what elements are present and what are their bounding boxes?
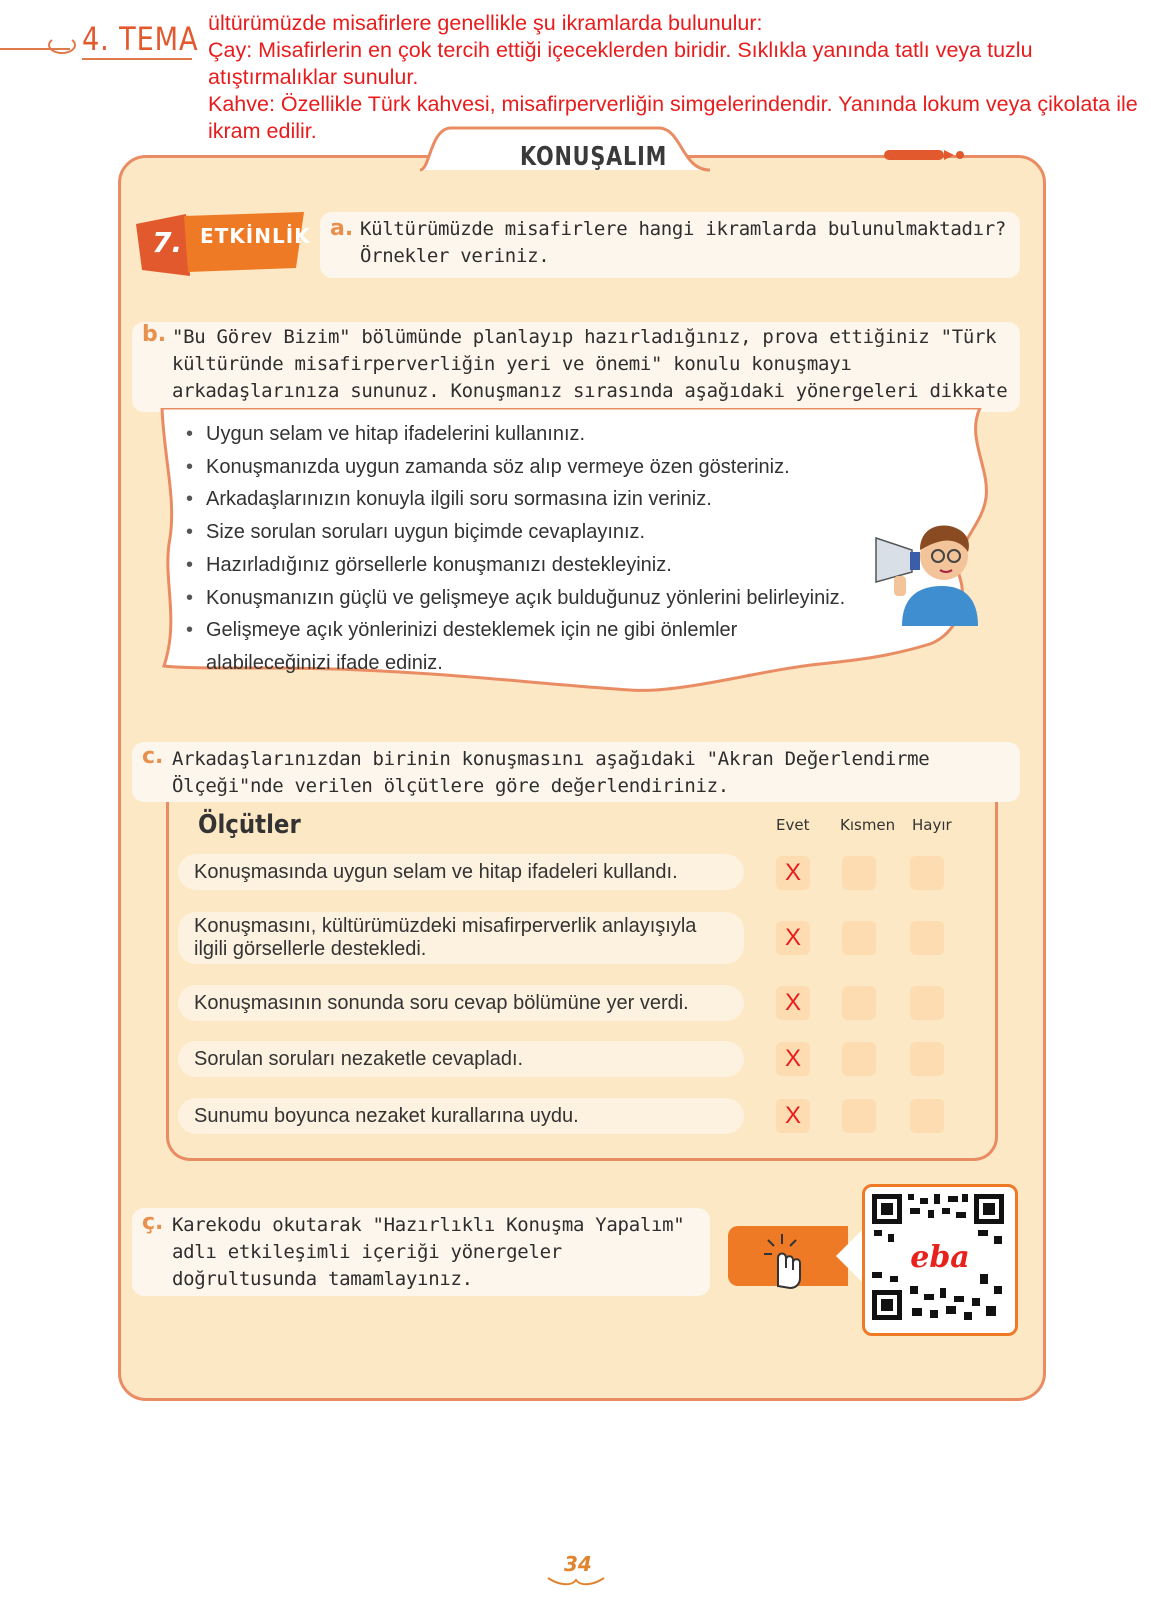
rubric-criterion: Konuşmasının sonunda soru cevap bölümüne yer verdi. <box>178 985 744 1021</box>
pencil-icon <box>884 148 964 162</box>
rubric-criterion: Sorulan soruları nezaketle cevapladı. <box>178 1041 744 1077</box>
activity-number: 7. <box>152 226 183 259</box>
red-note-line: Çay: Misafirlerin en çok tercih ettiği içeceklerden biridir. Sıklıkla yanında tatlı veya tuzlu atıştırmalıklar sunulur. <box>208 38 1033 89</box>
question-a-text: Kültürümüzde misafirlere hangi ikramlarda bulunulmaktadır? Örnekler veriniz. <box>360 218 1007 267</box>
qr-code[interactable] <box>868 1190 1008 1324</box>
boy-megaphone-illustration <box>872 516 982 626</box>
column-evet: Evet <box>776 816 810 834</box>
activity-label: ETKİNLİK <box>200 224 311 248</box>
rubric-mark: X <box>784 859 801 886</box>
question-cc-text: Karekodu okutarak "Hazırlıklı Konuşma Yapalım" adlı etkileşimli içeriği yönergeler doğrultusunda tamamlayınız. <box>172 1214 685 1290</box>
guideline-item: • Konuşmanızda uygun zamanda söz alıp vermeye özen gösteriniz. <box>186 451 886 484</box>
rubric-mark: X <box>784 924 801 951</box>
question-c-text: Arkadaşlarınızdan birinin konuşmasını aşağıdaki "Akran Değerlendirme Ölçeği"nde verilen ölçütlere göre değerlendiriniz. <box>172 748 930 797</box>
column-kismen: Kısmen <box>840 816 896 834</box>
rubric-cell-hayir[interactable] <box>910 1042 944 1076</box>
rubric-mark: X <box>784 989 801 1016</box>
guideline-item: • Hazırladığınız görsellerle konuşmanızı destekleyiniz. <box>186 549 886 582</box>
question-c-letter: c. <box>142 744 164 769</box>
page-swirl <box>546 1572 606 1586</box>
guideline-item: • Konuşmanızın güçlü ve gelişmeye açık bulduğunuz yönlerini belirleyiniz. <box>186 582 886 615</box>
section-title: KONUŞALIM <box>520 142 668 172</box>
rubric-mark: X <box>784 1102 801 1129</box>
guideline-item: • Gelişmeye açık yönlerinizi desteklemek için ne gibi önlemler alabileceğinizi ifade ediniz. <box>186 614 776 679</box>
question-cc-letter: ç. <box>142 1210 164 1235</box>
tema-label: 4. TEMA <box>82 20 199 58</box>
rubric-mark: X <box>784 1045 801 1072</box>
rubric-cell-hayir[interactable] <box>910 986 944 1020</box>
rubric-cell-hayir[interactable] <box>910 856 944 890</box>
hand-click-icon <box>760 1230 810 1290</box>
tema-underline <box>82 58 192 60</box>
rubric-cell-hayir[interactable] <box>910 921 944 955</box>
column-hayir: Hayır <box>912 816 952 834</box>
red-note-line: Kahve: Özellikle Türk kahvesi, misafirperverliğin simgelerindendir. Yanında lokum veya çikolata ile ikram edilir. <box>208 92 1138 143</box>
question-b-text: "Bu Görev Bizim" bölümünde planlayıp hazırladığınız, prova ettiğiniz "Türk kültüründe misafirperverliğin yeri ve önemi" konulu konuşmayı arkadaşlarınıza sununuz. Konuşmanız sırasında aşağıdaki yönergeleri dikkate <box>172 326 1008 402</box>
red-note-line: ültürümüzde misafirlere genellikle şu ikramlarda bulunulur: <box>208 11 763 35</box>
header-swirl <box>48 36 76 54</box>
guideline-item: • Size sorulan soruları uygun biçimde cevaplayınız. <box>186 516 886 549</box>
rubric-criterion: Konuşmasında uygun selam ve hitap ifadeleri kullandı. <box>178 854 744 890</box>
eba-logo: eba <box>910 1240 970 1275</box>
rubric-cell-hayir[interactable] <box>910 1099 944 1133</box>
page-number: 34 <box>564 1552 592 1576</box>
rubric-cell-kismen[interactable] <box>842 1042 876 1076</box>
rubric-criterion: Sunumu boyunca nezaket kurallarına uydu. <box>178 1098 744 1134</box>
rubric-cell-kismen[interactable] <box>842 1099 876 1133</box>
guidelines-list <box>186 418 886 680</box>
rubric-title: Ölçütler <box>198 810 301 840</box>
question-b-letter: b. <box>142 322 167 347</box>
question-a-letter: a. <box>330 216 354 241</box>
guideline-item: • Arkadaşlarınızın konuyla ilgili soru sormasına izin veriniz. <box>186 483 886 516</box>
rubric-cell-kismen[interactable] <box>842 856 876 890</box>
guideline-item: • Uygun selam ve hitap ifadelerini kullanınız. <box>186 418 886 451</box>
rubric-cell-kismen[interactable] <box>842 921 876 955</box>
rubric-cell-kismen[interactable] <box>842 986 876 1020</box>
rubric-criterion: Konuşmasını, kültürümüzdeki misafirperverlik anlayışıyla ilgili görsellerle destekledi. <box>178 912 744 964</box>
